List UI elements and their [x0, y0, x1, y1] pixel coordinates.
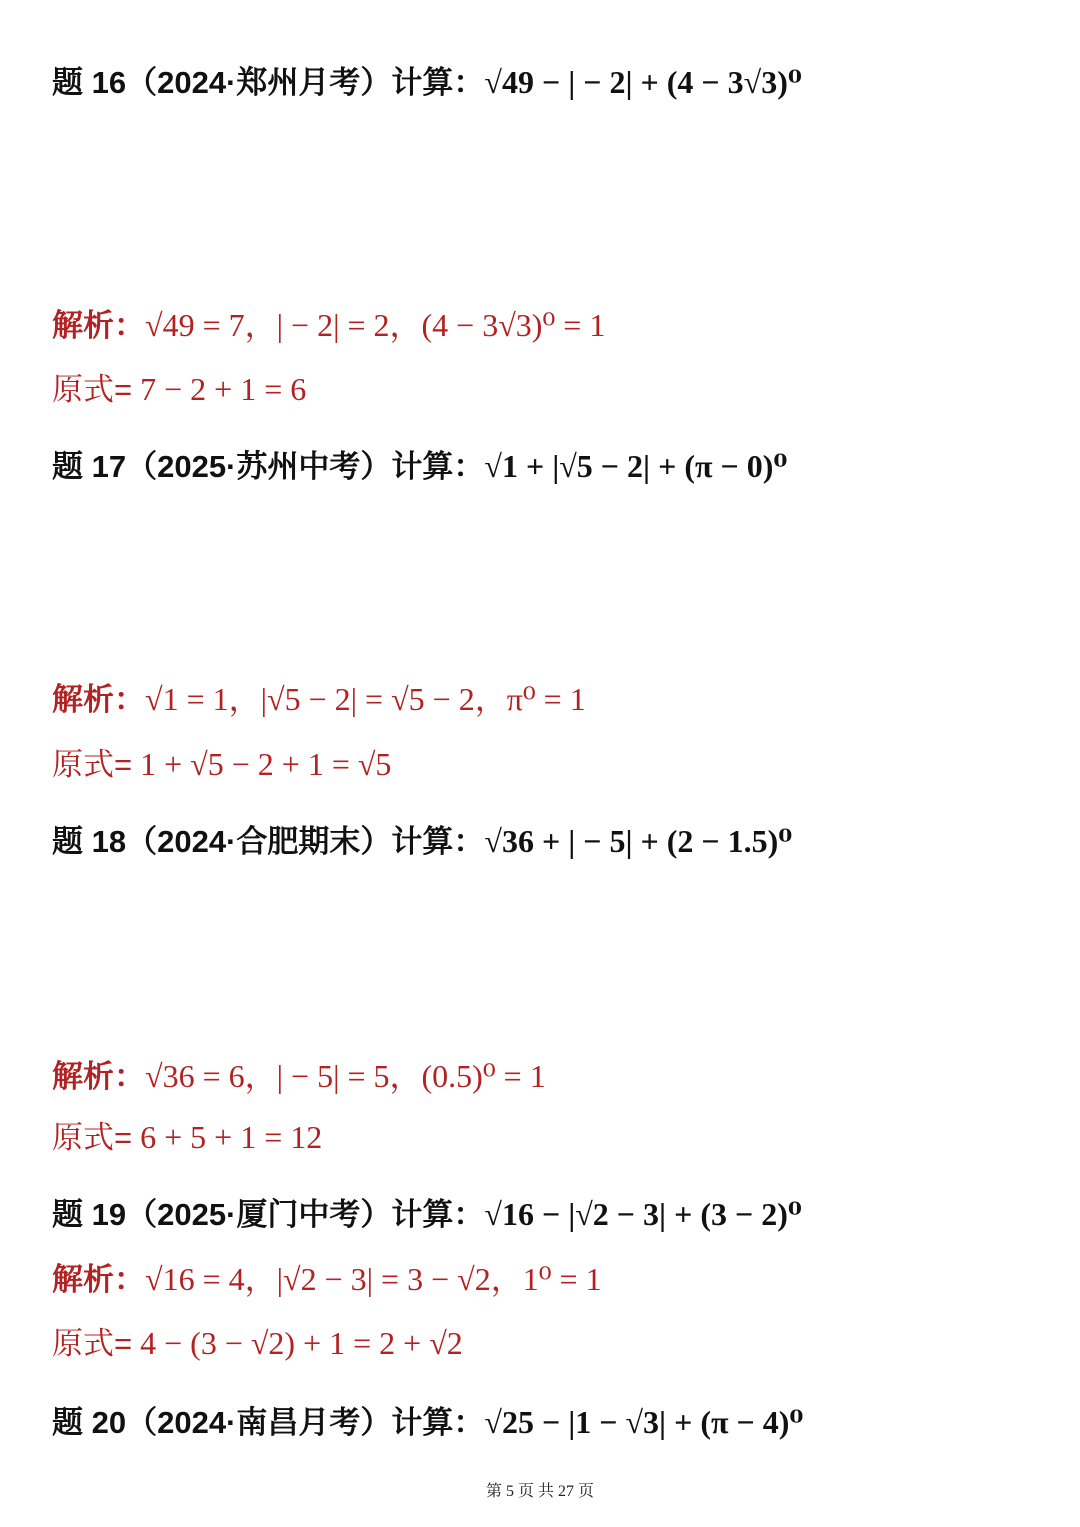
analysis-expression: √16 = 4，|√2 − 3| = 3 − √2，1⁰ = 1	[145, 1261, 602, 1297]
result-label: 原式=	[52, 1120, 133, 1155]
question-label: 题 19（2025·厦门中考）计算：	[52, 1197, 485, 1232]
analysis-label: 解析：	[52, 1059, 145, 1094]
question-expression: √1 + |√5 − 2| + (π − 0)⁰	[484, 448, 788, 484]
analysis-label: 解析：	[52, 682, 145, 717]
analysis-label: 解析：	[52, 1262, 145, 1297]
analysis-19	[52, 1263, 1040, 1295]
analysis-expression: √1 = 1，|√5 − 2| = √5 − 2，π⁰ = 1	[145, 681, 586, 717]
result-expression: 4 − (3 − √2) + 1 = 2 + √2	[132, 1325, 463, 1361]
page-footer: 第 5 页 共 27 页	[485, 1483, 594, 1500]
question-label: 题 16（2024·郑州月考）计算：	[52, 65, 485, 100]
analysis-expression: √36 = 6，| − 5| = 5，(0.5)⁰ = 1	[145, 1058, 546, 1094]
question-18	[52, 825, 1040, 857]
question-label: 题 18（2024·合肥期末）计算：	[52, 824, 485, 859]
result-label: 原式=	[52, 1326, 133, 1361]
question-expression: √49 − | − 2| + (4 − 3√3)⁰	[484, 64, 802, 100]
result-expression: 6 + 5 + 1 = 12	[132, 1119, 323, 1155]
analysis-17	[52, 683, 1040, 715]
result-17	[52, 748, 1040, 780]
question-expression: √36 + | − 5| + (2 − 1.5)⁰	[484, 823, 793, 859]
question-label: 题 20（2024·南昌月考）计算：	[52, 1405, 485, 1440]
question-19	[52, 1198, 1040, 1230]
question-label: 题 17（2025·苏州中考）计算：	[52, 449, 485, 484]
result-label: 原式=	[52, 747, 133, 782]
question-20	[52, 1406, 1040, 1438]
question-16	[52, 66, 1040, 98]
analysis-16	[52, 309, 1040, 341]
result-18	[52, 1121, 1040, 1153]
result-expression: 7 − 2 + 1 = 6	[132, 371, 307, 407]
question-expression: √25 − |1 − √3| + (π − 4)⁰	[484, 1404, 804, 1440]
result-16	[52, 373, 1040, 405]
question-expression: √16 − |√2 − 3| + (3 − 2)⁰	[484, 1196, 802, 1232]
analysis-expression: √49 = 7，| − 2| = 2，(4 − 3√3)⁰ = 1	[145, 307, 606, 343]
result-expression: 1 + √5 − 2 + 1 = √5	[132, 746, 392, 782]
analysis-18	[52, 1060, 1040, 1092]
result-19	[52, 1327, 1040, 1359]
analysis-label: 解析：	[52, 308, 145, 343]
result-label: 原式=	[52, 372, 133, 407]
question-17	[52, 450, 1040, 482]
